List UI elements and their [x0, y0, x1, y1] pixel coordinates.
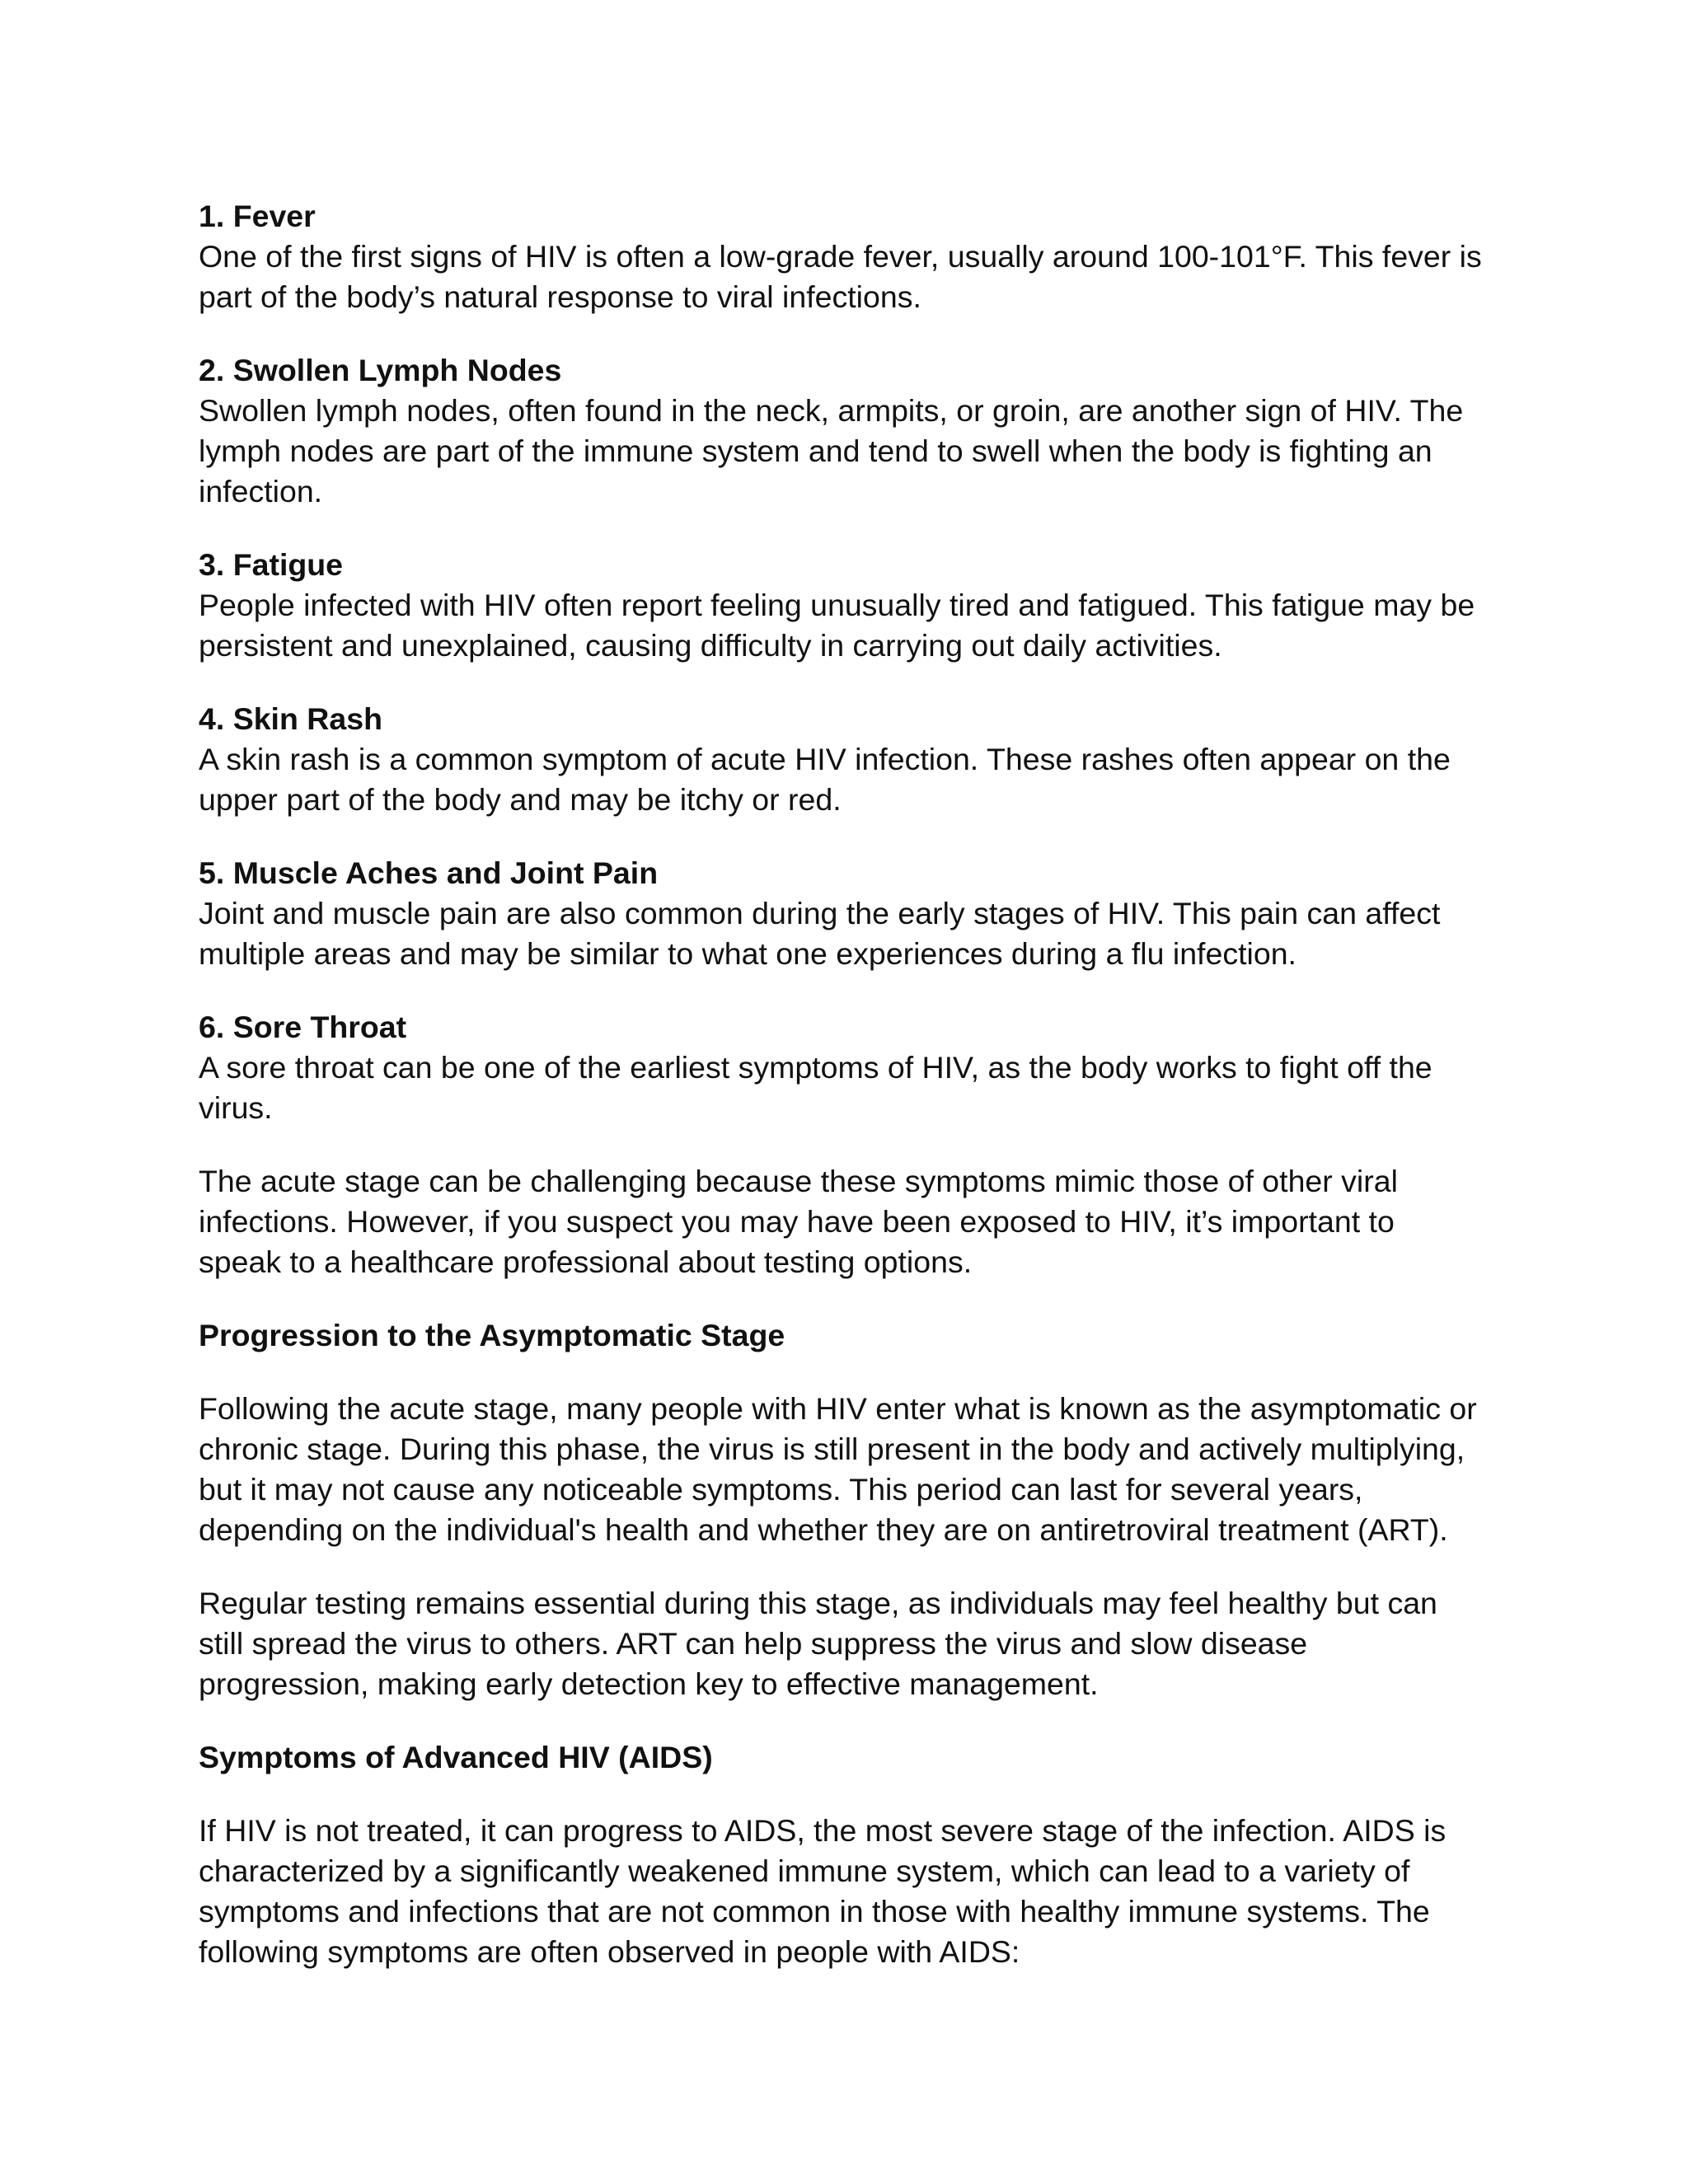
- symptom-heading: 6. Sore Throat: [199, 1010, 407, 1044]
- symptom-text: Joint and muscle pain are also common during the early stages of HIV. This pain can affect multiple areas and may be similar to what one experiences during a flu infection.: [199, 896, 1441, 971]
- symptom-text: A skin rash is a common symptom of acute HIV infection. These rashes often appear on the upper part of the body and may be itchy or red.: [199, 742, 1451, 817]
- asymptomatic-paragraph: Following the acute stage, many people with HIV enter what is known as the asymptomatic or chronic stage. During this phase, the virus is still present in the body and actively multiplying, but it may not cause any noticeable symptoms. This period can last for several years, depending on the individual's health and whether they are on antiretroviral treatment (ART).: [199, 1391, 1477, 1547]
- symptom-heading: 4. Skin Rash: [199, 701, 383, 736]
- symptom-text: A sore throat can be one of the earliest symptoms of HIV, as the body works to fight off the virus.: [199, 1050, 1432, 1125]
- symptom-fever: [199, 196, 1484, 317]
- symptom-heading: 3. Fatigue: [199, 547, 344, 582]
- symptom-heading: 5. Muscle Aches and Joint Pain: [199, 855, 659, 890]
- symptom-skin-rash: [199, 699, 1484, 820]
- symptom-heading: 1. Fever: [199, 199, 316, 233]
- asymptomatic-paragraph: Regular testing remains essential during this stage, as individuals may feel healthy but can still spread the virus to others. ART can help suppress the virus and slow disease progression, making early detection key to effective management.: [199, 1586, 1437, 1701]
- symptom-heading: 2. Swollen Lymph Nodes: [199, 353, 562, 387]
- acute-stage-note: The acute stage can be challenging because these symptoms mimic those of other viral infections. However, if you suspect you may have been exposed to HIV, it’s important to speak to a healthcare professional about testing options.: [199, 1164, 1398, 1279]
- symptom-swollen-lymph-nodes: [199, 350, 1484, 512]
- advanced-hiv-paragraph: If HIV is not treated, it can progress to AIDS, the most severe stage of the infection. AIDS is characterized by a significantly weakened immune system, which can lead to a variety of symptoms and infections that are not common in those with healthy immune systems. The following symptoms are often observed in people with AIDS:: [199, 1813, 1447, 1969]
- asymptomatic-heading: Progression to the Asymptomatic Stage: [199, 1318, 785, 1352]
- symptom-muscle-aches: [199, 853, 1484, 974]
- symptom-fatigue: [199, 545, 1484, 666]
- symptom-sore-throat: [199, 1007, 1484, 1128]
- symptom-text: One of the first signs of HIV is often a low-grade fever, usually around 100-101°F. This fever is part of the body’s natural response to viral infections.: [199, 239, 1482, 314]
- symptom-text: People infected with HIV often report feeling unusually tired and fatigued. This fatigue may be persistent and unexplained, causing difficulty in carrying out daily activities.: [199, 588, 1475, 663]
- document-page: [199, 196, 1484, 2005]
- symptom-text: Swollen lymph nodes, often found in the neck, armpits, or groin, are another sign of HIV. The lymph nodes are part of the immune system and tend to swell when the body is fighting an infection.: [199, 393, 1464, 509]
- advanced-hiv-heading: Symptoms of Advanced HIV (AIDS): [199, 1740, 713, 1774]
